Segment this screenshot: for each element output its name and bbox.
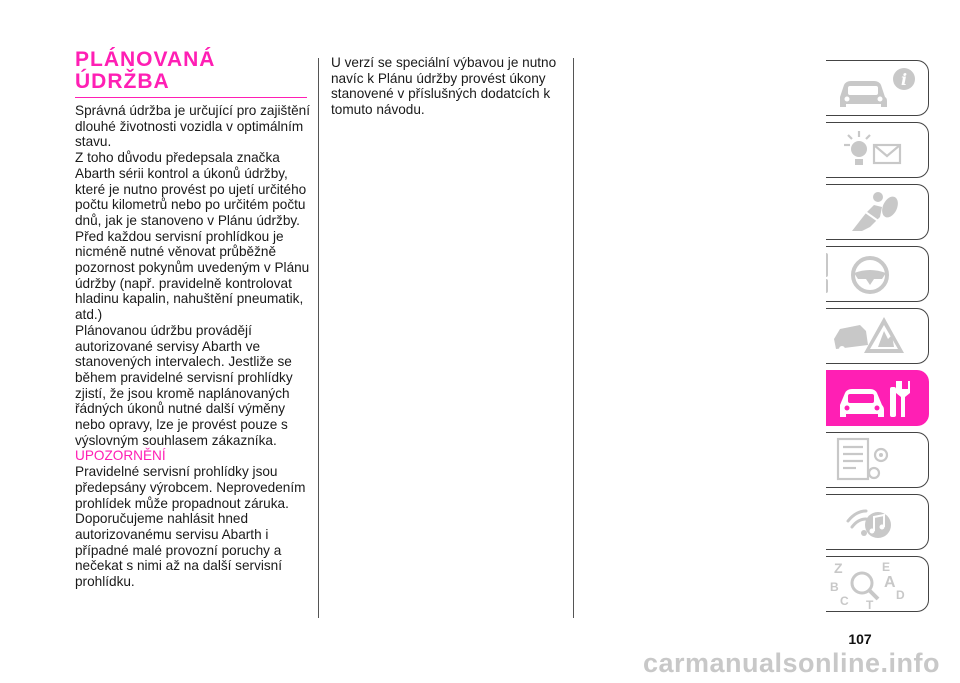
- section-title: [75, 49, 307, 93]
- car-info-icon: [826, 61, 929, 117]
- index-letter: E: [882, 560, 891, 574]
- paragraph: Plánovanou údržbu provádějí autorizované servisy Abarth ve stanovených intervalech. Jestliže se během pravidelné servisní prohlídky zjistí, že jsou kromě naplánovaných řádných úkonů nutné další výměny nebo opravy, lze je provést pouze s výslovným souhlasem zákazníka.: [75, 322, 293, 448]
- title-underline: [75, 97, 307, 98]
- car-service-tools-icon: [826, 371, 929, 427]
- index-letter: Z: [834, 560, 843, 576]
- tab-safety[interactable]: [826, 184, 929, 240]
- paragraph: Z toho důvodu předepsala značka Abarth sérii kontrol a úkonů údržby, které je nutno provést po ujetí určitého počtu kilometrů nebo po určitém počtu dnů, jak je stanoveno v Plánu údržby.: [75, 150, 307, 228]
- tab-starting-driving[interactable]: [826, 246, 929, 302]
- svg-text:i: i: [900, 70, 908, 89]
- tab-technical-data[interactable]: [826, 432, 929, 488]
- paragraph: Správná údržba je určující pro zajištění dlouhé životnosti vozidla v optimálním stavu.: [75, 103, 310, 150]
- tab-index[interactable]: [826, 556, 929, 612]
- warning-lights-message-icon: [826, 123, 929, 179]
- section-title-text: PLÁNOVANÁ ÚDRŽBA: [75, 48, 216, 93]
- paragraph: U verzí se speciální výbavou je nutno navíc k Plánu údržby provést úkony stanovené v příslušných dodatcích k tomuto návodu.: [331, 55, 557, 118]
- tab-warning-lights[interactable]: [826, 122, 929, 178]
- tab-emergency[interactable]: [826, 308, 929, 364]
- alphabetical-index-search-icon: [826, 557, 929, 613]
- car-accident-warning-icon: [826, 309, 929, 365]
- left-column: [75, 103, 315, 590]
- index-letter: C: [840, 594, 849, 608]
- technical-data-gears-icon: [826, 433, 929, 489]
- watermark: carmanualsonline.info: [642, 648, 940, 678]
- key-steering-wheel-icon: [826, 247, 929, 303]
- warning-title: UPOZORNĚNÍ: [75, 448, 166, 464]
- tab-multimedia[interactable]: [826, 494, 929, 550]
- index-letter: T: [866, 598, 874, 612]
- seat-airbag-icon: [826, 185, 929, 241]
- column-divider: [318, 58, 319, 618]
- index-letter: B: [830, 580, 839, 594]
- paragraph: Před každou servisní prohlídkou je nicméně nutné věnovat průběžně pozornost pokynům uvedeným v Plánu údržby (např. pravidelně kontrolovat hladinu kapalin, nahuštění pneumatik, atd.): [75, 228, 310, 323]
- index-letter: A: [884, 574, 896, 591]
- warning-paragraph: Pravidelné servisní prohlídky jsou předepsány výrobcem. Neprovedením prohlídek může propadnout záruka.: [75, 464, 306, 511]
- column-divider: [573, 58, 574, 618]
- multimedia-music-icon: [826, 495, 929, 551]
- page-number: 107: [848, 631, 872, 647]
- tab-car-info[interactable]: [826, 60, 929, 116]
- warning-paragraph: Doporučujeme nahlásit hned autorizovanému servisu Abarth i případné malé provozní poruchy a nečekat s nimi až na další servisní prohlídku.: [75, 511, 283, 590]
- middle-column: [331, 55, 571, 118]
- tab-maintenance[interactable]: [826, 370, 929, 426]
- index-letter: D: [896, 588, 905, 602]
